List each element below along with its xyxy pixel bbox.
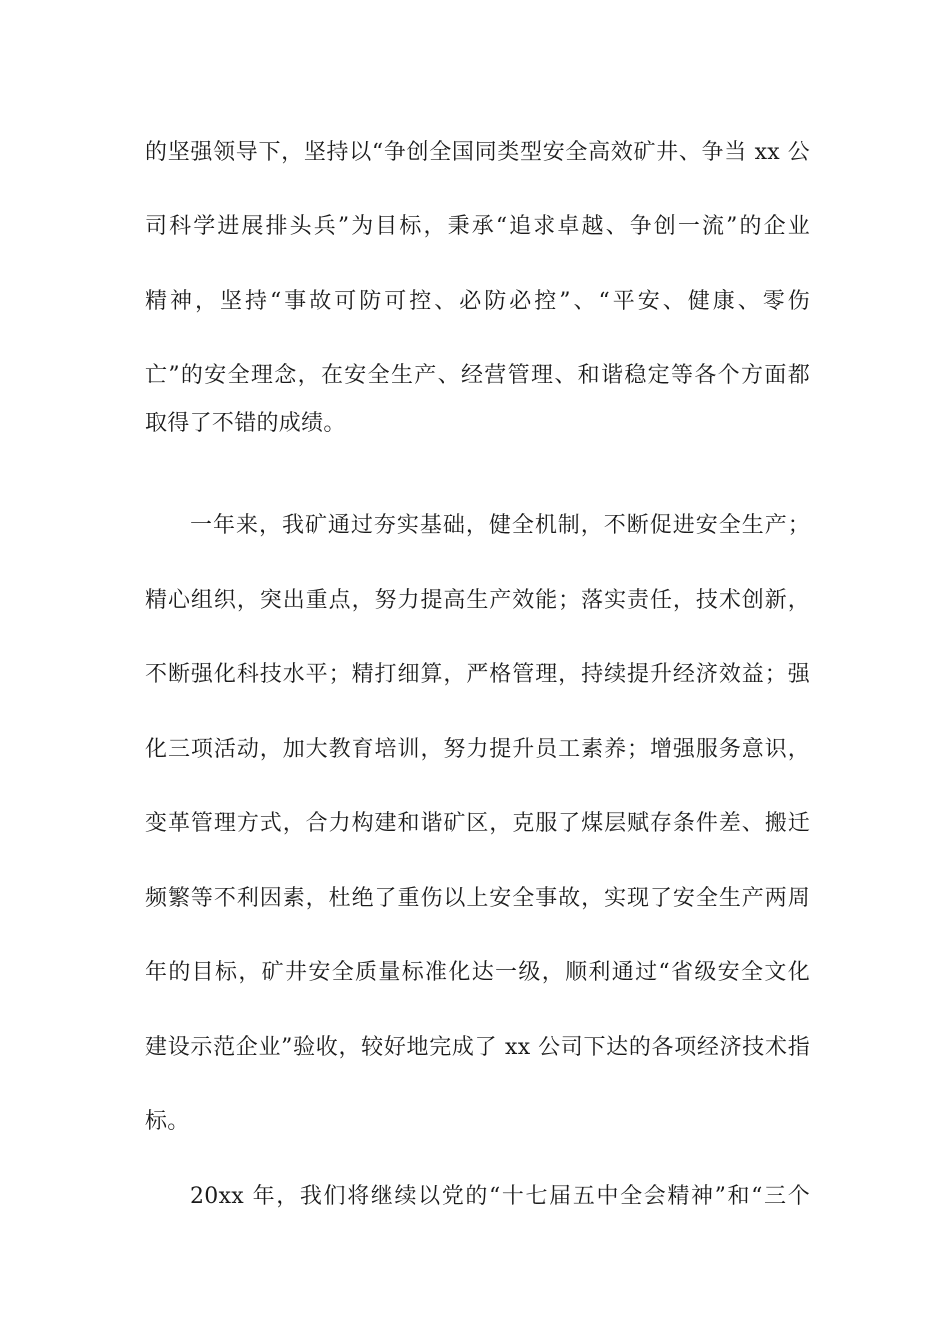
text-line: 变革管理方式，合力构建和谐矿区，克服了煤层赋存条件差、搬迁: [145, 811, 810, 836]
text-line: 精心组织，突出重点，努力提高生产效能；落实责任，技术创新，: [145, 588, 810, 613]
text-line: 亡”的安全理念，在安全生产、经营管理、和谐稳定等各个方面都: [145, 363, 810, 388]
text-line: 建设示范企业”验收，较好地完成了 xx 公司下达的各项经济技术指: [145, 1035, 810, 1060]
paragraph-first-line: 20xx 年，我们将继续以党的“十七届五中全会精神”和“三个: [190, 1184, 810, 1209]
text-line: 年的目标，矿井安全质量标准化达一级，顺利通过“省级安全文化: [145, 960, 810, 985]
text-line: 不断强化科技水平；精打细算，严格管理，持续提升经济效益；强: [145, 662, 810, 687]
text-line: 标。: [145, 1109, 190, 1134]
paragraph-first-line: 一年来，我矿通过夯实基础，健全机制，不断促进安全生产；: [190, 513, 810, 538]
text-line: 司科学进展排头兵”为目标，秉承“追求卓越、争创一流”的企业: [145, 214, 810, 239]
text-line: 化三项活动，加大教育培训，努力提升员工素养；增强服务意识，: [145, 737, 810, 762]
text-line: 的坚强领导下，坚持以“争创全国同类型安全高效矿井、争当 xx 公: [145, 140, 810, 165]
text-line: 取得了不错的成绩。: [145, 411, 346, 436]
text-line: 精神，坚持“事故可防可控、必防必控”、“平安、健康、零伤: [145, 289, 810, 314]
text-line: 频繁等不利因素，杜绝了重伤以上安全事故，实现了安全生产两周: [145, 886, 810, 911]
